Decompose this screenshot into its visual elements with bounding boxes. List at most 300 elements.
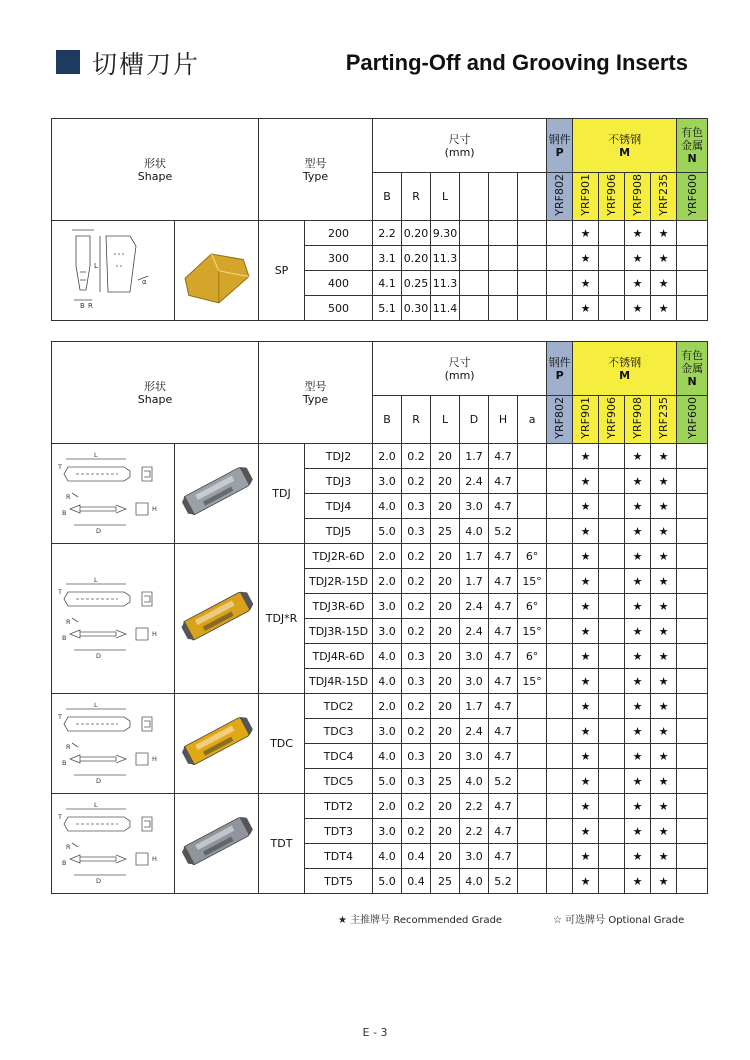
grade-mark: ★ <box>573 271 599 296</box>
dim-label: R <box>402 396 431 444</box>
grade-mark <box>677 719 708 744</box>
svg-text:H: H <box>151 630 157 638</box>
grade-mark <box>599 644 625 669</box>
dim-value: 0.3 <box>402 669 431 694</box>
dim-value <box>489 246 518 271</box>
grade-mark <box>547 744 573 769</box>
grade-mark <box>677 794 708 819</box>
dim-value <box>518 869 547 894</box>
grade-mark <box>547 619 573 644</box>
page-title-en: Parting-Off and Grooving Inserts <box>345 50 688 75</box>
svg-text:D: D <box>95 777 101 785</box>
grade-label: YRF600 <box>685 174 699 216</box>
dim-value: 4.7 <box>489 844 518 869</box>
grade-mark: ★ <box>573 819 599 844</box>
grade-mark: ★ <box>625 869 651 894</box>
grade-mark: ★ <box>625 246 651 271</box>
grade-mark <box>547 246 573 271</box>
type-code: TDJ3 <box>305 469 373 494</box>
steel-group-cn: 钢件 <box>548 132 571 146</box>
dim-value <box>518 694 547 719</box>
dim-value: 6° <box>518 644 547 669</box>
dim-value: 2.2 <box>460 819 489 844</box>
svg-text:B: B <box>79 302 85 310</box>
insert-technical-drawing <box>56 545 171 689</box>
page-number: E - 3 <box>362 1026 388 1039</box>
insert-photo-icon <box>177 545 257 689</box>
grade-mark <box>677 744 708 769</box>
dimension-header-cn: 尺寸 <box>448 132 471 146</box>
dim-value: 20 <box>431 819 460 844</box>
dim-value: 9.30 <box>431 221 460 246</box>
dim-value <box>518 246 547 271</box>
dim-value <box>518 519 547 544</box>
grade-mark <box>677 869 708 894</box>
table-row <box>52 544 708 569</box>
grade-mark: ★ <box>651 271 677 296</box>
grade-mark: ★ <box>651 769 677 794</box>
nonferrous-group-header <box>677 342 708 396</box>
grade-mark <box>677 569 708 594</box>
dim-value: 6° <box>518 594 547 619</box>
grade-mark: ★ <box>573 744 599 769</box>
svg-text:L: L <box>93 701 98 709</box>
grade-header <box>677 396 708 444</box>
dim-value: 4.7 <box>489 794 518 819</box>
dim-value: 4.7 <box>489 694 518 719</box>
grade-label: YRF235 <box>657 397 671 439</box>
dim-value: 4.7 <box>489 569 518 594</box>
dim-value: 0.2 <box>402 469 431 494</box>
type-group: TDC <box>259 694 305 794</box>
nonferrous-group-letter: N <box>687 152 697 165</box>
nonferrous-group-cn: 有色金属 <box>681 126 704 152</box>
dim-label <box>489 173 518 221</box>
svg-text:H: H <box>151 755 157 763</box>
type-code: TDJ2 <box>305 444 373 469</box>
grade-mark: ★ <box>651 819 677 844</box>
steel-group-cn: 钢件 <box>548 355 571 369</box>
dim-value: 0.3 <box>402 494 431 519</box>
dim-value: 0.2 <box>402 694 431 719</box>
steel-group-header <box>547 119 573 173</box>
grade-mark: ★ <box>651 794 677 819</box>
shape-photo-cell <box>175 444 259 544</box>
svg-text:B: B <box>61 859 66 867</box>
shape-photo-cell <box>175 694 259 794</box>
dim-label <box>460 173 489 221</box>
dim-value: 3.0 <box>460 644 489 669</box>
grade-mark <box>677 769 708 794</box>
grade-mark: ★ <box>651 221 677 246</box>
dim-value: 20 <box>431 569 460 594</box>
type-code: TDJ4R-15D <box>305 669 373 694</box>
dim-value: 11.4 <box>431 296 460 321</box>
type-code: TDT2 <box>305 794 373 819</box>
dim-value: 2.0 <box>373 569 402 594</box>
grade-mark <box>677 669 708 694</box>
shape-drawing-cell <box>52 694 175 794</box>
grade-header <box>599 173 625 221</box>
type-code: TDJ4 <box>305 494 373 519</box>
grade-mark: ★ <box>573 296 599 321</box>
dim-value: 3.0 <box>373 719 402 744</box>
type-header <box>259 119 373 221</box>
grade-mark: ★ <box>651 844 677 869</box>
shape-header-cn: 形状 <box>144 156 166 170</box>
dim-value: 20 <box>431 594 460 619</box>
grade-mark: ★ <box>651 594 677 619</box>
grade-label: YRF235 <box>657 174 671 216</box>
dim-value: 20 <box>431 669 460 694</box>
dim-value: 20 <box>431 694 460 719</box>
grade-label: YRF906 <box>605 397 619 439</box>
type-code: TDJ2R-15D <box>305 569 373 594</box>
grade-mark: ★ <box>651 644 677 669</box>
grade-header <box>573 173 599 221</box>
type-code: TDJ2R-6D <box>305 544 373 569</box>
dim-label: a <box>518 396 547 444</box>
dim-value: 4.0 <box>373 844 402 869</box>
grade-mark <box>599 469 625 494</box>
grade-mark <box>599 444 625 469</box>
sp-technical-drawing <box>56 222 171 316</box>
dim-value: 3.0 <box>460 744 489 769</box>
type-code: 200 <box>305 221 373 246</box>
grade-mark: ★ <box>651 744 677 769</box>
svg-text:T: T <box>57 588 62 596</box>
dim-value <box>489 221 518 246</box>
dim-value: 0.4 <box>402 869 431 894</box>
grade-mark <box>599 619 625 644</box>
dim-value <box>518 769 547 794</box>
legend-optional: ☆ 可选牌号 Optional Grade <box>553 915 685 926</box>
shape-header <box>52 342 259 444</box>
dim-label <box>518 173 547 221</box>
grade-mark <box>677 619 708 644</box>
dim-value: 2.4 <box>460 719 489 744</box>
dim-value: 0.25 <box>402 271 431 296</box>
grade-mark: ★ <box>573 844 599 869</box>
grade-header <box>547 396 573 444</box>
grade-mark: ★ <box>625 221 651 246</box>
insert-technical-drawing <box>56 445 171 539</box>
grade-mark <box>599 769 625 794</box>
grade-mark <box>599 544 625 569</box>
stainless-group-cn: 不锈钢 <box>608 355 642 369</box>
grade-mark: ★ <box>625 769 651 794</box>
type-code: 500 <box>305 296 373 321</box>
grade-mark: ★ <box>651 469 677 494</box>
shape-header-en: Shape <box>137 169 173 183</box>
td-insert-table <box>51 341 708 894</box>
grade-mark <box>599 669 625 694</box>
grade-mark <box>599 221 625 246</box>
grade-mark <box>599 694 625 719</box>
grade-mark <box>547 869 573 894</box>
type-group: SP <box>259 221 305 321</box>
svg-text:B: B <box>61 509 66 517</box>
dim-value: 3.0 <box>373 619 402 644</box>
dimension-header <box>373 342 547 396</box>
grade-mark: ★ <box>573 669 599 694</box>
dim-value: 0.3 <box>402 744 431 769</box>
dimension-unit: (mm) <box>444 368 475 382</box>
type-header-en: Type <box>302 392 329 406</box>
dim-value: 5.2 <box>489 769 518 794</box>
grade-mark: ★ <box>651 296 677 321</box>
dim-value: 11.3 <box>431 246 460 271</box>
dim-value: 4.7 <box>489 644 518 669</box>
grade-mark: ★ <box>573 221 599 246</box>
sp-insert-table <box>51 118 708 321</box>
dim-value: 4.7 <box>489 594 518 619</box>
dim-value: 4.0 <box>373 494 402 519</box>
dim-value: 4.7 <box>489 744 518 769</box>
dim-value: 4.7 <box>489 669 518 694</box>
insert-photo-icon <box>177 795 257 889</box>
steel-group-letter: P <box>555 368 564 382</box>
grade-mark <box>677 221 708 246</box>
grade-mark <box>547 271 573 296</box>
dim-value <box>518 469 547 494</box>
grade-mark: ★ <box>651 544 677 569</box>
dim-value: 0.20 <box>402 246 431 271</box>
grade-label: YRF600 <box>685 397 699 439</box>
table-row <box>52 694 708 719</box>
dim-value: 5.0 <box>373 869 402 894</box>
grade-mark: ★ <box>573 494 599 519</box>
dim-value <box>460 296 489 321</box>
shape-photo-cell <box>175 544 259 694</box>
type-header <box>259 342 373 444</box>
grade-mark: ★ <box>651 869 677 894</box>
insert-technical-drawing <box>56 695 171 789</box>
grade-mark <box>677 271 708 296</box>
dim-value: 4.7 <box>489 469 518 494</box>
dim-label: D <box>460 396 489 444</box>
dim-label: L <box>431 173 460 221</box>
grade-mark: ★ <box>625 694 651 719</box>
grade-mark: ★ <box>625 819 651 844</box>
grade-mark: ★ <box>625 469 651 494</box>
nonferrous-group-header <box>677 119 708 173</box>
grade-mark <box>547 444 573 469</box>
sp-insert-photo-icon <box>177 222 257 316</box>
dim-value: 4.0 <box>460 519 489 544</box>
grade-label: YRF908 <box>631 174 645 216</box>
dim-label: B <box>373 396 402 444</box>
grade-mark: ★ <box>573 444 599 469</box>
grade-mark: ★ <box>573 544 599 569</box>
dim-value: 0.4 <box>402 844 431 869</box>
dim-value: 4.7 <box>489 619 518 644</box>
dim-value: 20 <box>431 544 460 569</box>
dim-value: 20 <box>431 844 460 869</box>
svg-text:L: L <box>93 801 98 809</box>
dim-label: R <box>402 173 431 221</box>
grade-header <box>625 173 651 221</box>
svg-text:T: T <box>57 463 62 471</box>
dim-value: 2.4 <box>460 594 489 619</box>
grade-mark: ★ <box>625 569 651 594</box>
dim-value: 15° <box>518 569 547 594</box>
dim-value <box>460 271 489 296</box>
grade-mark <box>547 719 573 744</box>
table-row <box>52 444 708 469</box>
dim-value: 2.2 <box>460 794 489 819</box>
grade-mark <box>677 469 708 494</box>
dim-value <box>518 494 547 519</box>
grade-mark <box>599 296 625 321</box>
grade-mark: ★ <box>625 719 651 744</box>
grade-mark <box>547 544 573 569</box>
dimension-header-cn: 尺寸 <box>448 355 471 369</box>
grade-mark <box>599 246 625 271</box>
dim-value: 11.3 <box>431 271 460 296</box>
shape-header <box>52 119 259 221</box>
dim-value <box>518 719 547 744</box>
shape-drawing-cell <box>52 444 175 544</box>
grade-mark <box>599 594 625 619</box>
svg-text:H: H <box>151 855 157 863</box>
grade-mark: ★ <box>651 619 677 644</box>
dim-value <box>518 744 547 769</box>
grade-mark <box>547 569 573 594</box>
grade-mark <box>547 644 573 669</box>
dim-value: 5.0 <box>373 769 402 794</box>
grade-header <box>599 396 625 444</box>
stainless-group-cn: 不锈钢 <box>608 132 642 146</box>
grade-mark <box>677 644 708 669</box>
dim-value: 20 <box>431 494 460 519</box>
grade-mark: ★ <box>651 444 677 469</box>
grade-mark: ★ <box>573 519 599 544</box>
type-header-cn: 型号 <box>304 379 327 393</box>
insert-photo-icon <box>177 445 257 539</box>
dim-value: 4.0 <box>373 644 402 669</box>
type-group: TDJ*R <box>259 544 305 694</box>
dim-value: 0.30 <box>402 296 431 321</box>
svg-text:D: D <box>95 652 101 660</box>
type-group: TDJ <box>259 444 305 544</box>
grade-mark <box>599 271 625 296</box>
grade-header <box>547 173 573 221</box>
dim-value: 1.7 <box>460 544 489 569</box>
grade-mark <box>547 469 573 494</box>
grade-mark <box>677 694 708 719</box>
dim-value: 6° <box>518 544 547 569</box>
grade-mark <box>677 246 708 271</box>
dim-value: 4.7 <box>489 819 518 844</box>
grade-mark: ★ <box>625 544 651 569</box>
grade-mark: ★ <box>625 594 651 619</box>
grade-mark: ★ <box>625 271 651 296</box>
grade-mark <box>599 494 625 519</box>
dim-value: 20 <box>431 794 460 819</box>
grade-mark: ★ <box>625 644 651 669</box>
grade-mark: ★ <box>573 246 599 271</box>
dim-value: 0.3 <box>402 769 431 794</box>
dim-value: 5.1 <box>373 296 402 321</box>
grade-mark <box>599 719 625 744</box>
grade-header <box>625 396 651 444</box>
grade-mark: ★ <box>625 296 651 321</box>
grade-mark: ★ <box>573 644 599 669</box>
type-code: TDT3 <box>305 819 373 844</box>
dim-value <box>460 221 489 246</box>
grade-mark <box>599 844 625 869</box>
page-title-cn: 切槽刀片 <box>92 50 201 79</box>
dim-value: 0.2 <box>402 569 431 594</box>
dim-value: 25 <box>431 769 460 794</box>
dim-value: 0.2 <box>402 819 431 844</box>
dim-label: H <box>489 396 518 444</box>
dim-value <box>518 794 547 819</box>
svg-text:L: L <box>93 451 98 459</box>
type-header-en: Type <box>302 169 329 183</box>
grade-label: YRF802 <box>553 397 567 439</box>
dim-value: 5.0 <box>373 519 402 544</box>
dim-label: L <box>431 396 460 444</box>
steel-group-letter: P <box>555 145 564 159</box>
dim-value: 20 <box>431 469 460 494</box>
dim-value: 4.7 <box>489 444 518 469</box>
svg-text:H: H <box>151 505 157 513</box>
shape-drawing-cell <box>52 544 175 694</box>
dim-value: 5.2 <box>489 519 518 544</box>
svg-text:R: R <box>87 302 93 310</box>
shape-header-cn: 形状 <box>144 379 166 393</box>
dim-value: 3.0 <box>460 494 489 519</box>
dim-value: 4.7 <box>489 494 518 519</box>
type-code: TDT4 <box>305 844 373 869</box>
shape-header-en: Shape <box>137 392 173 406</box>
grade-mark: ★ <box>573 619 599 644</box>
grade-mark <box>547 669 573 694</box>
grade-mark <box>547 769 573 794</box>
dim-label: B <box>373 173 402 221</box>
type-code: TDC3 <box>305 719 373 744</box>
dim-value: 0.2 <box>402 794 431 819</box>
table-row <box>52 794 708 819</box>
shape-photo-cell <box>175 794 259 894</box>
grade-mark <box>547 844 573 869</box>
grade-mark <box>677 296 708 321</box>
legend-recommended: ★ 主推牌号 Recommended Grade <box>338 915 503 926</box>
type-code: TDJ4R-6D <box>305 644 373 669</box>
nonferrous-group-letter: N <box>687 375 697 388</box>
dim-value: 20 <box>431 644 460 669</box>
grade-label: YRF802 <box>553 174 567 216</box>
grade-mark: ★ <box>573 594 599 619</box>
grade-header <box>651 173 677 221</box>
grade-mark: ★ <box>651 669 677 694</box>
dim-value: 0.2 <box>402 619 431 644</box>
grade-mark <box>547 819 573 844</box>
grade-mark: ★ <box>573 769 599 794</box>
dim-value <box>518 296 547 321</box>
stainless-group-letter: M <box>619 368 631 382</box>
grade-mark <box>677 594 708 619</box>
dim-value: 3.0 <box>373 819 402 844</box>
type-code: TDJ3R-6D <box>305 594 373 619</box>
grade-mark: ★ <box>625 844 651 869</box>
grade-mark <box>547 594 573 619</box>
nonferrous-group-cn: 有色金属 <box>681 349 704 375</box>
grade-mark: ★ <box>651 719 677 744</box>
dim-value: 20 <box>431 744 460 769</box>
